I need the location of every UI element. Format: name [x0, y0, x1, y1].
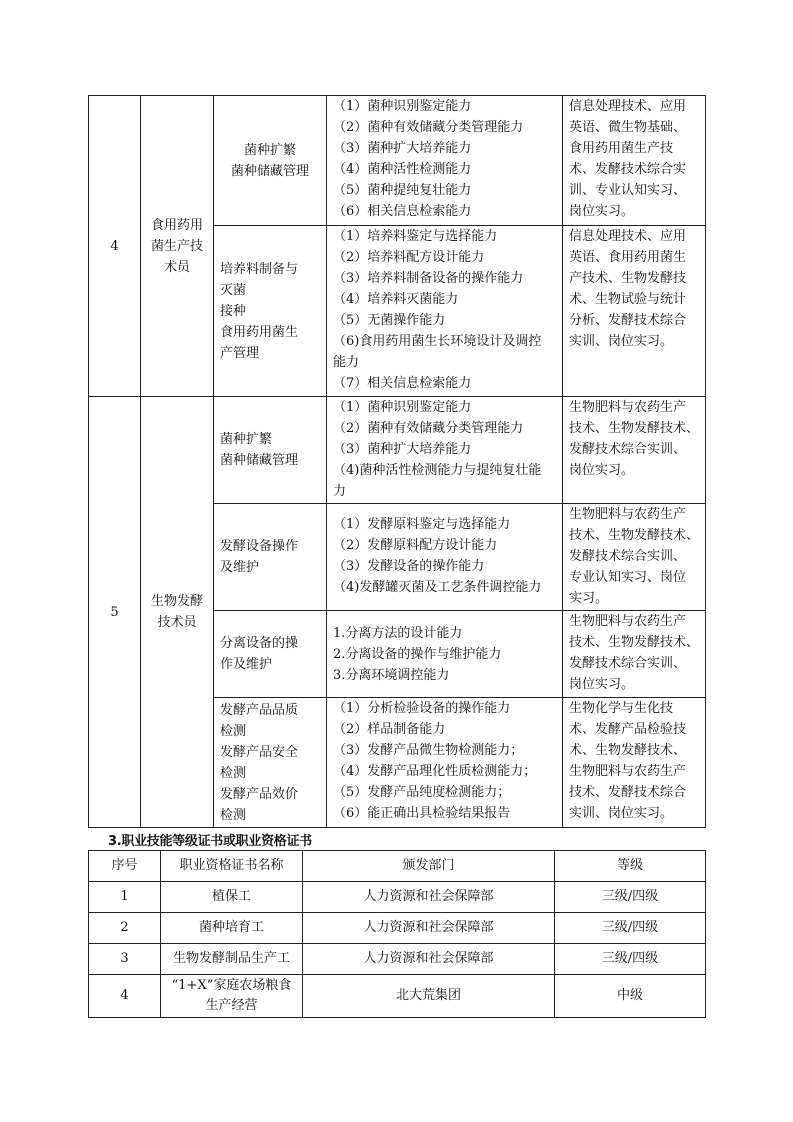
row-number: 4: [89, 96, 141, 397]
ability-list: （1）培养料鉴定与选择能力 （2）培养料配方设计能力 （3）培养料制备设备的操作能力 （4）培养料灭菌能力 （5）无菌操作能力 （6)食用药用菌生长环境设计及调控 能力 （7）相关信息检索能力: [327, 226, 563, 397]
cert-name: “1+X”家庭农场粮食 生产经营: [161, 975, 303, 1018]
cert-number: 4: [89, 975, 161, 1018]
course-list: 信息处理技术、应用 英语、微生物基础、 食用药用菌生产技 术、发酵技术综合实 训、专业认知实习、 岗位实习。: [563, 96, 706, 226]
cert-name: 生物发酵制品生产工: [161, 944, 303, 975]
row-number: 5: [89, 397, 141, 828]
work-task: 菌种扩繁 菌种储藏管理: [214, 96, 327, 226]
job-title: 食用药用 菌生产技 术员: [141, 96, 214, 397]
work-task: 分离设备的操 作及维护: [214, 611, 327, 698]
ability-list: 1.分离方法的设计能力 2.分离设备的操作与维护能力 3.分离环境调控能力: [327, 611, 563, 698]
cert-level: 三级/四级: [555, 944, 706, 975]
column-header: 等级: [555, 851, 706, 882]
column-header: 职业资格证书名称: [161, 851, 303, 882]
ability-list: （1）发酵原料鉴定与选择能力 （2）发酵原料配方设计能力 （3）发酵设备的操作能力 （4)发酵罐灭菌及工艺条件调控能力: [327, 504, 563, 611]
table-row: [89, 96, 706, 226]
cert-department: 人力资源和社会保障部: [303, 944, 555, 975]
cert-number: 1: [89, 882, 161, 913]
ability-list: （1）菌种识别鉴定能力 （2）菌种有效储藏分类管理能力 （3）菌种扩大培养能力 （4）菌种活性检测能力 （5）菌种提纯复壮能力 （6）相关信息检索能力: [327, 96, 563, 226]
column-header: 序号: [89, 851, 161, 882]
job-ability-table: [88, 95, 706, 828]
course-list: 生物肥料与农药生产 技术、生物发酵技术、 发酵技术综合实训、 专业认知实习、岗位 实习。: [563, 504, 706, 611]
table-row: [89, 913, 706, 944]
table-header-row: [89, 851, 706, 882]
cert-level: 中级: [555, 975, 706, 1018]
job-title: 生物发酵 技术员: [141, 397, 214, 828]
work-task: 菌种扩繁 菌种储藏管理: [214, 397, 327, 504]
cert-department: 北大荒集团: [303, 975, 555, 1018]
cert-department: 人力资源和社会保障部: [303, 913, 555, 944]
course-list: 生物肥料与农药生产 技术、生物发酵技术、 发酵技术综合实训、 岗位实习。: [563, 397, 706, 504]
ability-list: （1）菌种识别鉴定能力 （2）菌种有效储藏分类管理能力 （3）菌种扩大培养能力 （4)菌种活性检测能力与提纯复壮能 力: [327, 397, 563, 504]
work-task: 培养料制备与 灭菌 接种 食用药用菌生 产管理: [214, 226, 327, 397]
table-row: [89, 882, 706, 913]
table-row: [89, 975, 706, 1018]
section-heading: 3.职业技能等级证书或职业资格证书: [108, 834, 312, 849]
work-task: 发酵产品品质 检测 发酵产品安全 检测 发酵产品效价 检测: [214, 698, 327, 828]
ability-list: （1）分析检验设备的操作能力 （2）样品制备能力 （3）发酵产品微生物检测能力； （4）发酵产品理化性质检测能力； （5）发酵产品纯度检测能力； （6）能正确出具检验结果报告: [327, 698, 563, 828]
cert-name: 菌种培育工: [161, 913, 303, 944]
table-row: [89, 944, 706, 975]
column-header: 颁发部门: [303, 851, 555, 882]
course-list: 生物肥料与农药生产 技术、生物发酵技术、 发酵技术综合实训、 岗位实习。: [563, 611, 706, 698]
cert-number: 3: [89, 944, 161, 975]
course-list: 信息处理技术、应用 英语、食用药用菌生 产技术、生物发酵技 术、生物试验与统计 分析、发酵技术综合 实训、岗位实习。: [563, 226, 706, 397]
cert-level: 三级/四级: [555, 882, 706, 913]
table-row: [89, 397, 706, 504]
cert-department: 人力资源和社会保障部: [303, 882, 555, 913]
cert-number: 2: [89, 913, 161, 944]
course-list: 生物化学与生化技 术、发酵产品检验技 术、生物发酵技术、 生物肥料与农药生产 技术、发酵技术综合 实训、岗位实习。: [563, 698, 706, 828]
cert-level: 三级/四级: [555, 913, 706, 944]
certificate-table: [88, 850, 706, 1018]
cert-name: 植保工: [161, 882, 303, 913]
work-task: 发酵设备操作 及维护: [214, 504, 327, 611]
